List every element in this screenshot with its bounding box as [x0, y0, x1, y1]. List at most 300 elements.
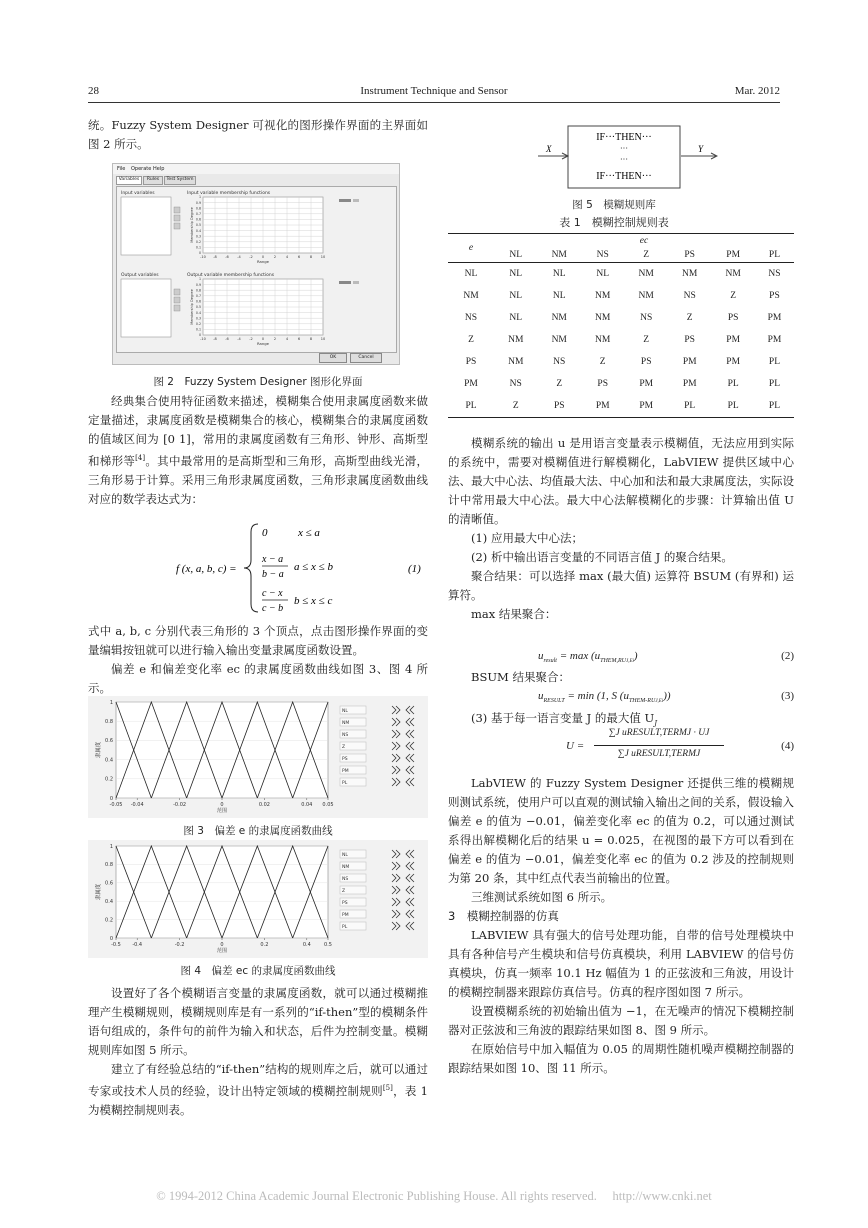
y-axis-label: Membership Degree [190, 289, 194, 325]
output-chart-title: Output variable membership functions [187, 273, 275, 278]
eq-body: $u_{RESULT} = \min (1$, S $(u_{THEM-RUJ,Ei})$) [538, 690, 671, 705]
output-label: Y [698, 144, 704, 154]
legend-curve-icon [406, 754, 414, 762]
x-tick-label: 0.02 [258, 802, 270, 808]
table-row [448, 351, 794, 373]
legend-curve-icon [406, 886, 414, 894]
y-tick-label: 0.7 [195, 212, 201, 216]
x-tick-label: -4 [237, 255, 241, 259]
text: 建立了有经验总结的“if-then”结构的规则库之后，就可以通过专家或技术人员的经验，设计出特定领域的模糊控制规则 [88, 1062, 428, 1098]
paragraph: 设置好了各个模糊语言变量的隶属度函数，就可以通过模糊推理产生模糊规则，模糊规则库是有一系列的“if-then”型的模糊条件语句组成的，条件句的前件为输入和状态，后件为控制变量。模糊规则库如图 5 所示。 [88, 986, 428, 1057]
legend-curve-icon [406, 898, 414, 906]
table-cell: Z [512, 401, 519, 411]
x-tick-label: -0.2 [174, 942, 185, 948]
table-cell: PL [727, 401, 739, 411]
table-cell: Z [686, 313, 693, 323]
edit-icon [174, 297, 180, 303]
table-cell: NL [509, 291, 523, 301]
table-cell: NL [552, 269, 566, 279]
text: 。其中最常用的是高斯型和三角形，高斯型曲线光滑，三角形易于计算。采用三角形隶属度函数，三角形隶属度函数曲线对应的数学表达式为： [88, 453, 428, 506]
paragraph: 模糊系统的输出 u 是用语言变量表示模糊值，无法应用到实际的系统中，需要对模糊值进行解模糊化，LabVIEW 提供区域中心法、最大中心法、均值最大法、中心加和法和最大隶属度法，实际设计中常用最大中心法。最大中心法解模糊化的步骤：计算输出值 U 的清晰值。 [448, 436, 794, 526]
x-tick-label: -10 [200, 337, 206, 341]
table-cell: PM [682, 379, 697, 389]
legend-label: PL [342, 925, 348, 930]
x-tick-label: 0.05 [322, 802, 334, 808]
x-tick-label: -0.5 [111, 942, 121, 948]
table-cell: PS [553, 401, 565, 411]
x-axis-label: Range [256, 259, 270, 264]
table-cell: NM [638, 269, 654, 279]
plot-area [116, 702, 328, 798]
table-cell: PL [768, 357, 780, 367]
left-column [88, 116, 428, 154]
brace-icon [244, 524, 258, 612]
x-tick-label: 8 [309, 337, 313, 341]
legend-label: NM [342, 721, 350, 726]
x-tick-label: 6 [297, 255, 301, 259]
legend-label: NS [342, 733, 349, 738]
y-tick-label: 0.4 [195, 310, 201, 315]
table-row [448, 263, 794, 286]
table-cell: Z [643, 335, 650, 345]
y-tick-label: 0.4 [195, 228, 201, 233]
rule-table [448, 233, 794, 418]
paragraph: 聚合结果：可以选择 max (最大值) 运算符 BSUM (有界和) 运算符。 [448, 569, 794, 602]
legend-label: NM [342, 865, 350, 870]
eq-den: ∑J uRESULT,TERMJ [617, 749, 701, 759]
input-variables-label: Input variables [121, 191, 155, 196]
table-cell: NS [768, 269, 781, 279]
x-tick-label: -6 [225, 255, 229, 259]
table-cell: NL [552, 291, 566, 301]
table-cell: PM [726, 335, 741, 345]
table-cell: NM [551, 313, 567, 323]
legend-curve-icon [406, 766, 414, 774]
page-number: 28 [88, 85, 99, 97]
table-cell: PS [684, 335, 695, 345]
table-cell: NM [595, 291, 611, 301]
paragraph: 式中 a, b, c 分别代表三角形的 3 个顶点，点击图形操作界面的变量编辑按钮就可以进行输入输出变量隶属度函数设置。 [88, 624, 428, 657]
y-tick-label: 0.4 [105, 757, 113, 764]
gui-panels [117, 187, 396, 352]
legend-curve-icon [406, 706, 414, 714]
y-tick-label: 0 [198, 251, 201, 256]
legend-curve-icon [392, 706, 400, 714]
legend-label: NL [342, 709, 348, 714]
add-icon [174, 207, 180, 213]
x-tick-label: 2 [273, 255, 277, 259]
col-header: Z [643, 250, 650, 260]
rule-ellipsis: ··· [620, 144, 628, 153]
legend-curve-icon [392, 766, 400, 774]
y-tick-label: 0.2 [195, 240, 201, 244]
step-item: (1) 应用最大中心法； [471, 531, 583, 545]
table-cell: Z [599, 357, 606, 367]
eq-cond: b ≤ x ≤ c [294, 595, 333, 607]
col-header: PS [684, 250, 695, 260]
x-axis-label: 范围 [216, 948, 228, 954]
step-item: (2) 析中输出语言变量的不同语言值 J 的聚合结果。 [471, 550, 733, 564]
x-tick-label: -4 [237, 337, 241, 341]
zoom-control-icon [353, 199, 359, 202]
y-tick-label: 1 [109, 699, 113, 706]
step-item: (3) 基于每一语言变量 J 的最大值 $U_J$ [471, 711, 658, 728]
table-row [448, 329, 794, 351]
table-cell: PL [768, 379, 780, 389]
x-tick-label: -8 [213, 337, 217, 341]
legend-curve-icon [406, 862, 414, 870]
table-cell: PL [684, 401, 696, 411]
paragraph: 三维测试系统如图 6 所示。 [471, 890, 613, 904]
eq-number: (1) [408, 563, 421, 575]
input-mf-chart [190, 195, 325, 264]
legend-label: PS [342, 757, 348, 762]
input-variables-list [121, 197, 171, 255]
table-cell: NS [640, 313, 653, 323]
paragraph: 偏差 e 和偏差变化率 ec 的隶属度函数曲线如图 3、图 4 所示。 [88, 662, 428, 695]
citation: [4] [135, 454, 146, 462]
right-column-body [448, 434, 794, 624]
col-header: NM [551, 250, 567, 260]
y-tick-label: 0.2 [105, 776, 113, 783]
legend-curve-icon [406, 718, 414, 726]
y-tick-label: 0 [109, 935, 113, 942]
equation-3 [448, 688, 794, 708]
y-tick-label: 1 [198, 277, 201, 282]
x-tick-label: -2 [249, 255, 253, 259]
figure-2-gui [112, 163, 400, 365]
input-label: X [546, 144, 552, 154]
left-column-body [88, 984, 428, 1120]
table-cell: NM [682, 269, 698, 279]
plot-area [116, 846, 328, 938]
table-head-row [448, 234, 794, 249]
legend-label: NS [342, 877, 349, 882]
table-cell: NM [595, 313, 611, 323]
x-tick-label: -2 [249, 337, 253, 341]
y-tick-label: 0.8 [195, 288, 201, 293]
y-tick-label: 0.1 [195, 245, 201, 250]
legend-label: PS [342, 901, 348, 906]
text: ，表 1 为模糊控制规则表。 [88, 1083, 428, 1117]
table-cell: NS [509, 379, 522, 389]
x-tick-label: -0.4 [132, 942, 143, 948]
figure-4 [88, 840, 428, 958]
rule-text: IF···THEN··· [596, 132, 652, 143]
eq-num: c − x [262, 588, 283, 599]
legend-curve-icon [406, 778, 414, 786]
zoom-control-icon [339, 199, 351, 202]
eq-cond: a ≤ x ≤ b [294, 561, 333, 573]
legend-curve-icon [406, 730, 414, 738]
journal-name: Instrument Technique and Sensor [360, 85, 508, 97]
x-tick-label: 0.04 [301, 802, 313, 808]
table-cell: NL [509, 269, 523, 279]
x-tick-label: -0.05 [109, 802, 123, 808]
label: max 结果聚合： [471, 607, 557, 621]
y-tick-label: 0.1 [195, 327, 201, 332]
edit-icon [174, 215, 180, 221]
paragraph: 设置模糊系统的初始输出值为 −1，在无噪声的情况下模糊控制器对正弦波和三角波的跟踪结果如图 8、图 9 所示。 [448, 1004, 794, 1037]
x-tick-label: -8 [213, 255, 217, 259]
y-tick-label: 0.6 [105, 880, 113, 887]
legend-curve-icon [406, 910, 414, 918]
y-tick-label: 0 [198, 333, 201, 338]
table-row [448, 285, 794, 307]
y-tick-label: 0 [109, 795, 113, 802]
y-tick-label: 0.5 [195, 305, 201, 310]
row-label: PS [465, 357, 477, 367]
figure-3 [88, 696, 428, 818]
eq-den: b − a [262, 569, 284, 580]
table-cell: PM [639, 379, 654, 389]
table-cell: NL [509, 313, 523, 323]
y-tick-label: 1 [109, 843, 113, 850]
table-cell: Z [556, 379, 563, 389]
x-axis-label: 范围 [216, 808, 228, 814]
y-tick-label: 0.9 [195, 282, 201, 287]
row-label: NL [464, 269, 478, 279]
figure-5-caption: 图 5 模糊规则库 [572, 199, 656, 211]
y-tick-label: 0.4 [105, 899, 113, 905]
y-tick-label: 0.2 [105, 917, 113, 924]
text: 经典集合使用特征函数来描述，模糊集合使用隶属度函数来做定量描述，隶属度函数是模糊集合的核心，模糊集合的隶属度函数的值域区间为 [0 1]，常用的隶属度函数有三角形、钟形、高斯型和梯形等 [88, 394, 428, 468]
legend-label: PM [342, 913, 349, 918]
row-label: NM [463, 291, 479, 301]
y-axis-label: 隶属度 [96, 883, 102, 901]
equation-1 [88, 518, 428, 618]
y-tick-label: 0.9 [195, 200, 201, 205]
eq-number: (4) [781, 740, 794, 752]
x-tick-label: 10 [320, 255, 326, 259]
table-cell: PS [597, 379, 608, 389]
output-mf-chart [190, 277, 325, 346]
delete-icon [174, 305, 180, 311]
x-tick-label: 6 [297, 337, 301, 341]
eq-lhs: f (x, a, b, c) = [176, 563, 237, 575]
fraction-bar [594, 745, 724, 746]
table-cell: NS [553, 357, 566, 367]
legend-curve-icon [392, 922, 400, 930]
legend-label: Z [342, 889, 346, 894]
right-column-body [448, 774, 794, 1078]
menu-bar [113, 164, 399, 174]
x-tick-label: 0 [220, 802, 224, 808]
x-tick-label: -0.04 [130, 802, 144, 808]
paragraph: 统。Fuzzy System Designer 可视化的图形操作界面的主界面如图 2 所示。 [88, 118, 428, 151]
table-cell: PS [727, 313, 739, 323]
tab-rules: Rules [143, 176, 163, 185]
table-cell: Z [730, 291, 737, 301]
table-cell: PS [640, 357, 652, 367]
eq-den: c − b [262, 603, 284, 614]
table-row [448, 373, 794, 395]
paragraph: LabVIEW 的 Fuzzy System Designer 还提供三维的模糊规则测试系统，使用户可以直观的测试输入输出之间的关系，假设输入偏差 e 的值为 −0.01，偏差变化率 ec 的值为 0.2，可以通过测试系得出解模糊化后的结果 u = 0.025，在视图的最下方可以看到在偏差 e 的值为 −0.01，偏差变化率 ec 的值为 0.2 涉及的控制规则为第 20 条，其中红点代表当前输出的位置。 [448, 776, 794, 885]
eq-num: ∑J uRESULT,TERMJ · UJ [608, 728, 710, 738]
tab-variables: Variables [116, 176, 142, 185]
table-1-caption: 表 1 模糊控制规则表 [559, 216, 669, 229]
legend-label: PM [342, 769, 349, 774]
tab-test-system: Test System [164, 176, 196, 185]
x-tick-label: 0 [261, 255, 265, 259]
table-cell: NM [508, 335, 524, 345]
legend-curve-icon [392, 730, 400, 738]
col-group-header: ec [639, 236, 649, 246]
table-cell: PM [767, 313, 782, 323]
row-label: NS [464, 313, 478, 323]
left-column-body [88, 392, 428, 509]
x-tick-label: 0.4 [302, 942, 311, 948]
x-tick-label: 0.2 [260, 942, 269, 948]
x-tick-label: 4 [285, 255, 289, 259]
legend-curve-icon [392, 718, 400, 726]
zoom-control-icon [339, 281, 351, 284]
y-tick-label: 0.5 [195, 223, 201, 228]
legend-curve-icon [392, 754, 400, 762]
legend-label: NL [342, 853, 348, 858]
input-chart-title: Input variable membership functions [187, 191, 271, 196]
table-cell: PL [768, 401, 780, 411]
legend-curve-icon [392, 778, 400, 786]
label: BSUM 结果聚合： [471, 670, 570, 684]
running-header [88, 83, 780, 101]
table-cell: NM [638, 291, 654, 301]
legend-curve-icon [406, 742, 414, 750]
legend-curve-icon [406, 922, 414, 930]
x-tick-label: 4 [285, 337, 289, 341]
add-icon [174, 289, 180, 295]
y-tick-label: 0.2 [195, 322, 201, 326]
rule-text: IF···THEN··· [596, 171, 652, 182]
y-tick-label: 0.8 [105, 719, 113, 725]
col-header: PL [768, 250, 780, 260]
output-variables-label: Output variables [121, 273, 159, 278]
legend-curve-icon [392, 898, 400, 906]
y-axis-label: 隶属度 [96, 741, 102, 759]
eq-cond: x ≤ a [298, 527, 320, 539]
figure-4-caption: 图 4 偏差 ec 的隶属度函数曲线 [180, 965, 336, 977]
left-column-body [88, 622, 428, 698]
cancel-button: Cancel [350, 353, 382, 363]
row-label: PL [465, 401, 477, 411]
paragraph [88, 1060, 428, 1120]
citation: [5] [382, 1084, 393, 1092]
y-tick-label: 0.8 [105, 862, 113, 869]
paragraph [88, 392, 428, 509]
table-row [448, 307, 794, 329]
table-row [448, 395, 794, 418]
y-tick-label: 0.3 [195, 316, 201, 321]
menu-item: File [117, 166, 126, 172]
row-label: Z [468, 335, 474, 345]
table-cell: NM [551, 335, 567, 345]
x-tick-label: 0 [261, 337, 265, 341]
table-cell: NL [596, 269, 610, 279]
y-tick-label: 0.6 [105, 738, 113, 745]
section-heading: 3 模糊控制器的仿真 [448, 909, 559, 923]
equation-2 [448, 648, 794, 668]
table-cell: PM [639, 401, 654, 411]
legend-curve-icon [406, 850, 414, 858]
legend-curve-icon [392, 910, 400, 918]
paragraph: 在原始信号中加入幅值为 0.05 的周期性随机噪声模糊控制器的跟踪结果如图 10、图 11 所示。 [448, 1042, 794, 1075]
row-header: e [448, 234, 494, 263]
y-axis-label: Membership Degree [190, 207, 194, 243]
row-label: PM [464, 379, 478, 389]
menu-item: Operate [131, 166, 152, 172]
copyright-footer: © 1994-2012 China Academic Journal Electronic Publishing House. All rights reserved. http://www.cnki.net [156, 1189, 712, 1203]
eq-number: (2) [781, 650, 794, 662]
x-tick-label: 2 [273, 337, 277, 341]
x-tick-label: -0.02 [173, 802, 187, 808]
table-cell: NM [508, 357, 524, 367]
equation-4 [448, 728, 794, 770]
menu-item: Help [153, 166, 165, 172]
col-header: NL [509, 250, 523, 260]
rule-ellipsis: ··· [620, 155, 628, 164]
legend-curve-icon [392, 850, 400, 858]
table-cell: PM [726, 357, 741, 367]
legend-curve-icon [392, 886, 400, 894]
figure-5 [538, 124, 718, 196]
output-variables-list [121, 279, 171, 337]
y-tick-label: 0.8 [195, 206, 201, 211]
right-column-body [448, 668, 794, 687]
eq-num: x − a [262, 554, 284, 565]
figure-3-caption: 图 3 偏差 e 的隶属度函数曲线 [183, 825, 333, 837]
eq-case: 0 [262, 527, 268, 539]
legend-label: Z [342, 745, 346, 750]
x-axis-label: Range [256, 341, 270, 346]
tab-page [116, 186, 397, 353]
legend-curve-icon [392, 742, 400, 750]
table-1 [448, 233, 794, 418]
table-cell: NM [595, 335, 611, 345]
table-cell: NM [725, 269, 741, 279]
x-tick-label: -10 [200, 255, 206, 259]
issue-date: Mar. 2012 [734, 85, 780, 97]
table-cell: PM [595, 401, 610, 411]
table-cell: PM [682, 357, 697, 367]
ok-button: OK [319, 353, 347, 363]
y-tick-label: 0.7 [195, 294, 201, 298]
eq-body: $u_{result} = \max (u_{THEM,RUJ,Ei})$ [538, 650, 638, 665]
table-cell: NS [683, 291, 696, 301]
eq-lhs: U = [566, 740, 585, 752]
eq-number: (3) [781, 690, 794, 702]
legend-curve-icon [406, 874, 414, 882]
header-rule [88, 102, 780, 103]
table-head-row [448, 248, 794, 263]
col-header: PM [726, 250, 741, 260]
table-cell: PS [769, 291, 780, 301]
y-tick-label: 1 [198, 195, 201, 200]
y-tick-label: 0.6 [195, 217, 201, 222]
legend-label: PL [342, 781, 348, 786]
y-tick-label: 0.3 [195, 234, 201, 239]
legend-curve-icon [392, 862, 400, 870]
x-tick-label: 8 [309, 255, 313, 259]
x-tick-label: 0.5 [324, 942, 332, 948]
zoom-control-icon [353, 281, 359, 284]
table-cell: PM [767, 335, 782, 345]
col-header: NS [596, 250, 609, 260]
y-tick-label: 0.6 [195, 299, 201, 304]
x-tick-label: -6 [225, 337, 229, 341]
x-tick-label: 0 [220, 942, 224, 948]
legend-curve-icon [392, 874, 400, 882]
x-tick-label: 10 [320, 337, 326, 341]
